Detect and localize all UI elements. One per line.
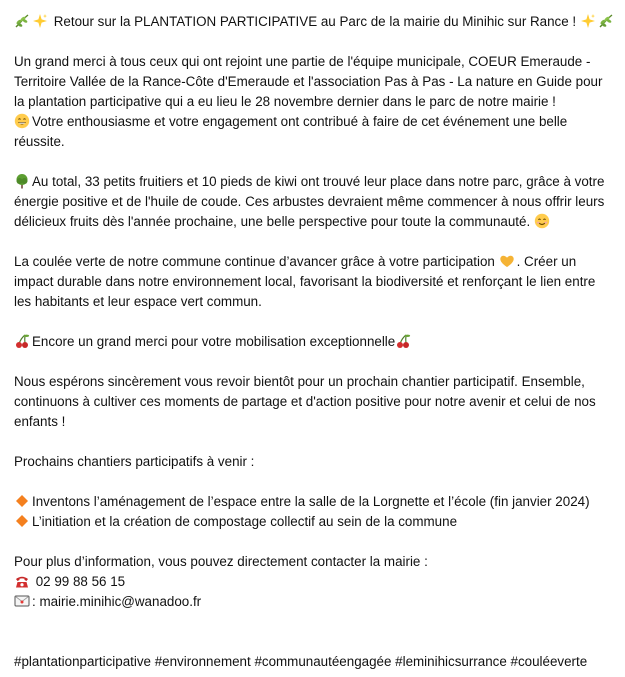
hashtags[interactable]: #plantationparticipative #environnement #communautéengagée #leminihicsurrance #couléeverte (14, 654, 588, 669)
orange-diamond-icon (14, 513, 30, 529)
deciduous-tree-icon (14, 173, 30, 189)
paragraph-thanks: Un grand merci à tous ceux qui ont rejoint une partie de l'équipe municipale, COEUR Emeraude - Territoire Vallée de la Rance-Côte d'Emeraude et l'association Pas à Pas - La nature en Guide pour la plantation participative qui a eu lieu le 28 novembre dernier dans le parc de notre mairie ! Votre enthousiasme et votre engagement ont contribué à faire de cet événement une belle réussite. (14, 54, 603, 149)
post-title-line (14, 12, 611, 32)
telephone-icon (14, 573, 30, 589)
smiling-face-icon (534, 213, 550, 229)
contact-email (14, 592, 611, 612)
herb-icon (598, 13, 614, 29)
cherries-icon (14, 333, 30, 349)
orange-diamond-icon (14, 493, 30, 509)
grinning-face-icon (14, 113, 30, 129)
upcoming-heading: Prochains chantiers participatifs à venir : (14, 454, 255, 469)
upcoming-item: L’initiation et la création de compostage collectif au sein de la commune (14, 512, 611, 532)
envelope-icon (14, 593, 30, 609)
yellow-heart-icon (499, 253, 515, 269)
sparkles-icon (32, 13, 48, 29)
post-title: Retour sur la PLANTATION PARTICIPATIVE au Parc de la mairie du Minihic sur Rance ! (53, 14, 577, 29)
contact-phone (14, 572, 611, 592)
paragraph-thanks-again: Encore un grand merci pour votre mobilisation exceptionnelle (14, 332, 611, 352)
email-address[interactable]: : mairie.minihic@wanadoo.fr (32, 594, 202, 609)
cherries-icon (395, 333, 411, 349)
paragraph-green-corridor: La coulée verte de notre commune continue d’avancer grâce à votre participation . Créer un impact durable dans notre environnement local, favorisant la biodiversité et renforçant le lien entre les habitants et leur espace vert commun. (14, 254, 596, 309)
paragraph-hope: Nous espérons sincèrement vous revoir bientôt pour un prochain chantier participatif. Ensemble, continuons à cultiver ces moments de partage et d'action positive pour notre avenir et celui de nos enfants ! (14, 374, 596, 429)
phone-number[interactable]: 02 99 88 56 15 (35, 574, 126, 589)
upcoming-item: Inventons l’aménagement de l’espace entre la salle de la Lorgnette et l’école (fin janvier 2024) (14, 492, 611, 512)
paragraph-results: Au total, 33 petits fruitiers et 10 pieds de kiwi ont trouvé leur place dans notre parc, grâce à votre énergie positive et de l'huile de coude. Ces arbustes devraient même commencer à nous offrir leurs délicieux fruits dès l'année prochaine, une belle perspective pour toute la communauté. (14, 174, 605, 229)
sparkles-icon (580, 13, 596, 29)
contact-intro: Pour plus d’information, vous pouvez directement contacter la mairie : (14, 554, 428, 569)
herb-icon (14, 13, 30, 29)
